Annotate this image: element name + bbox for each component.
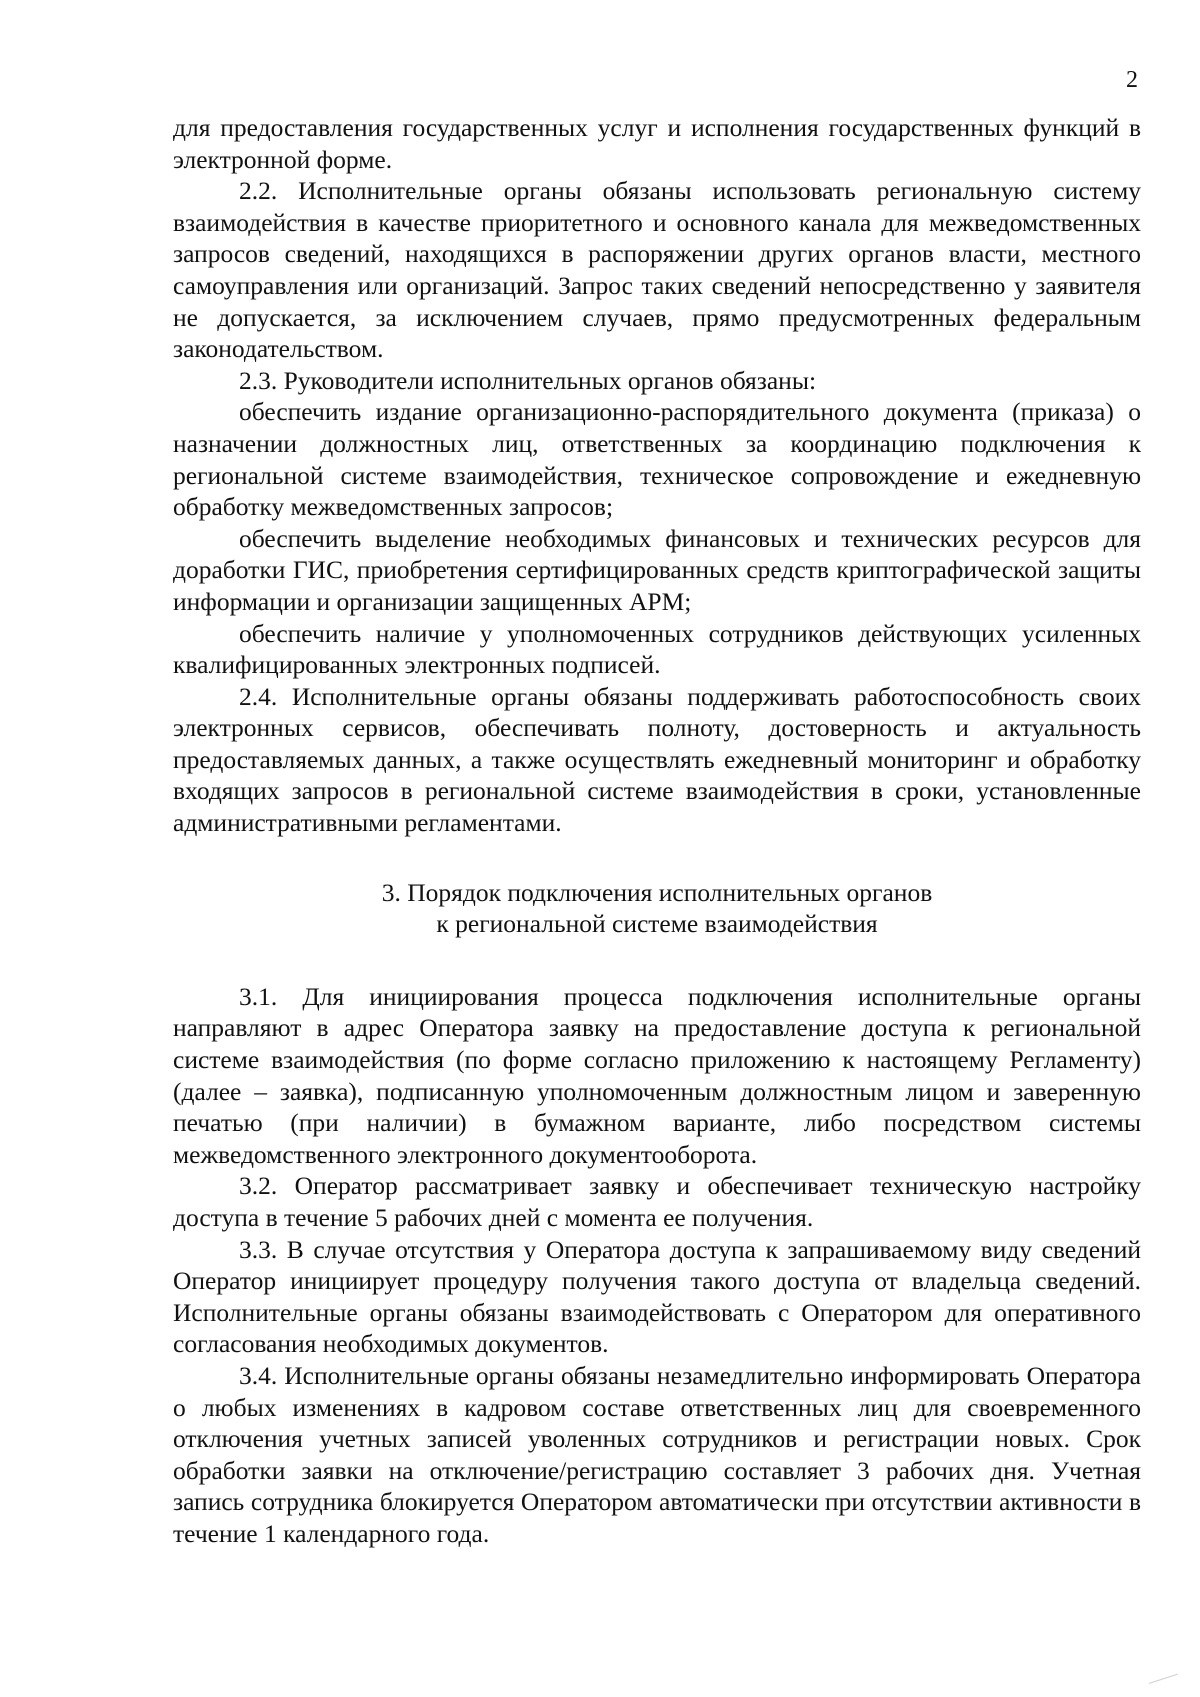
section-3-heading-line-1: 3. Порядок подключения исполнительных органов	[381, 877, 933, 907]
paragraph-3-1: 3.1. Для инициирования процесса подключения исполнительные органы направляют в адрес Оператора заявку на предоставление доступа к региональной системе взаимодействия (по форме согласно приложению к настоящему Регламенту) (далее – заявка), подписанную уполномоченным должностным лицом и заверенную печатью (при наличии) в бумажном варианте, либо посредством системы межведомственного электронного документооборота.	[173, 981, 1141, 1169]
paragraph-3-3: 3.3. В случае отсутствия у Оператора доступа к запрашиваемому виду сведений Оператор инициирует процедуру получения такого доступа от владельца сведений. Исполнительные органы обязаны взаимодействовать с Оператором для оперативного согласования необходимых документов.	[173, 1234, 1141, 1359]
paragraph-2-4: 2.4. Исполнительные органы обязаны поддерживать работоспособность своих электронных сервисов, обеспечивать полноту, достоверность и актуальность предоставляемых данных, а также осуществлять ежедневный мониторинг и обработку входящих запросов в региональной системе взаимодействия в сроки, установленные административными регламентами.	[173, 681, 1141, 838]
section-3-heading-line-2: к региональной системе взаимодействия	[436, 909, 878, 939]
paragraph-3-4: 3.4. Исполнительные органы обязаны незамедлительно информировать Оператора о любых изменениях в кадровом составе ответственных лиц для своевременного отключения учетных записей уволенных сотрудников и регистрации новых. Срок обработки заявки на отключение/регистрацию составляет 3 рабочих дня. Учетная запись сотрудника блокируется Оператором автоматически при отсутствии активности в течение 1 календарного года.	[173, 1360, 1141, 1548]
section-3-heading	[173, 877, 1141, 940]
paragraph-2-3-item-2: обеспечить выделение необходимых финансовых и технических ресурсов для доработки ГИС, приобретения сертифицированных средств криптографической защиты информации и организации защищенных АРМ;	[173, 523, 1141, 616]
page-number: 2	[1126, 67, 1138, 93]
paragraph-2-1-continuation: для предоставления государственных услуг и исполнения государственных функций в электронной форме.	[173, 113, 1141, 174]
paragraph-2-3-item-1: обеспечить издание организационно-распорядительного документа (приказа) о назначении должностных лиц, ответственных за координацию подключения к региональной системе взаимодействия, техническое сопровождение и ежедневную обработку межведомственных запросов;	[173, 397, 1141, 522]
document-body	[173, 112, 1141, 1550]
paragraph-2-3: 2.3. Руководители исполнительных органов обязаны:	[239, 365, 817, 395]
paragraph-2-2: 2.2. Исполнительные органы обязаны использовать региональную систему взаимодействия в качестве приоритетного и основного канала для межведомственных запросов сведений, находящихся в распоряжении других органов власти, местного самоуправления или организаций. Запрос таких сведений непосредственно у заявителя не допускается, за исключением случаев, прямо предусмотренных федеральным законодательством.	[173, 176, 1141, 364]
paragraph-3-2: 3.2. Оператор рассматривает заявку и обеспечивает техническую настройку доступа в течение 5 рабочих дней с момента ее получения.	[173, 1171, 1141, 1232]
scan-mark	[1149, 1674, 1181, 1694]
paragraph-2-3-item-3: обеспечить наличие у уполномоченных сотрудников действующих усиленных квалифицированных электронных подписей.	[173, 618, 1141, 680]
